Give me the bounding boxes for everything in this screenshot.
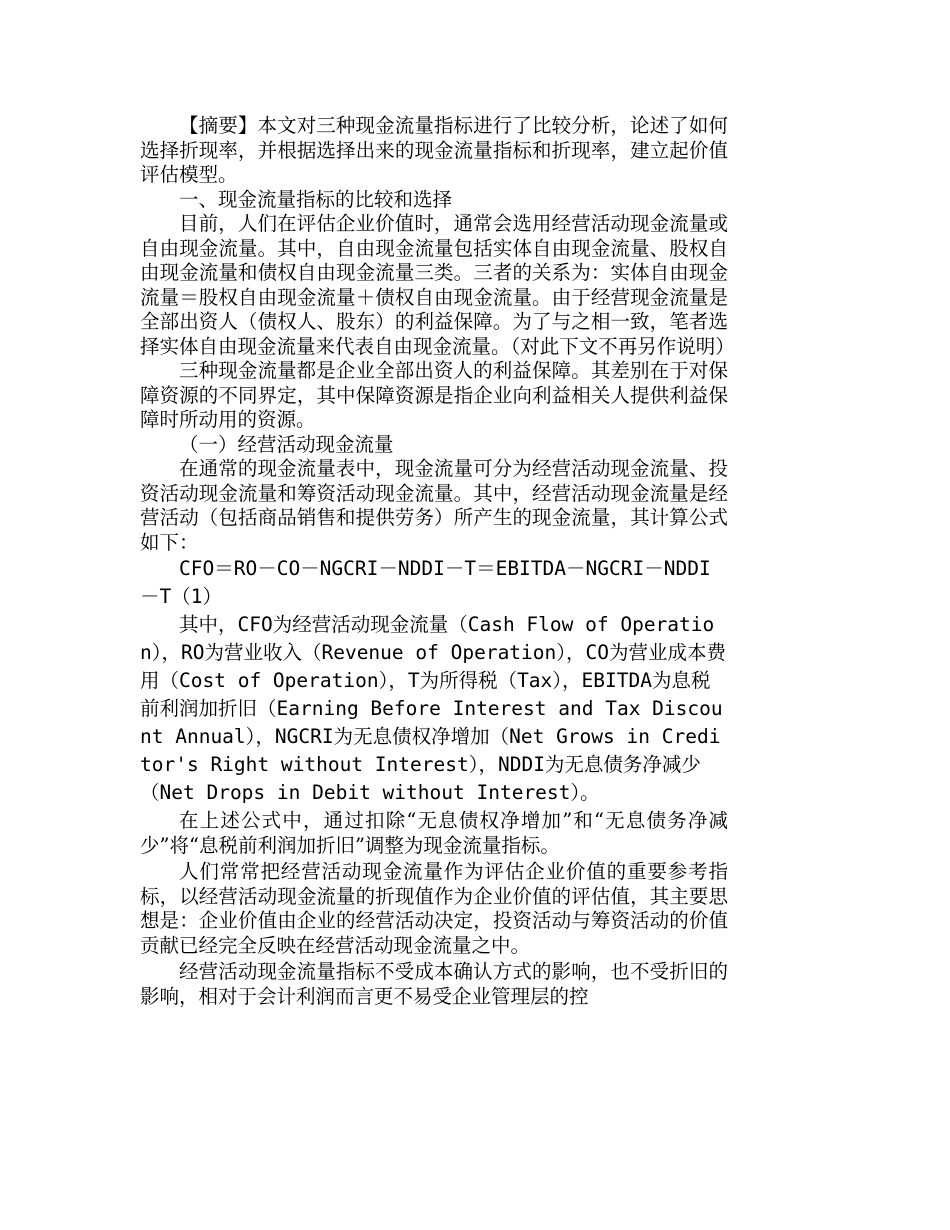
document-page: [140, 114, 735, 1009]
subsection-heading-1: （一）经营活动现金流量: [179, 432, 394, 456]
body-paragraph: 三种现金流量都是企业全部出资人的利益保障。其差别在于对保障资源的不同界定，其中保障资源是指企业向利益相关人提供利益保障时所动用的资源。: [140, 359, 728, 431]
formula-cfo: CFO＝RO－CO－NGCRI－NDDI－T＝EBITDA－NGCRI－NDDI－T（1）: [140, 557, 711, 608]
body-paragraph: 在通常的现金流量表中，现金流量可分为经营活动现金流量、投资活动现金流量和筹资活动现金流量。其中，经营活动现金流量是经营活动（包括商品销售和提供劳务）所产生的现金流量，其计算公式如下：: [140, 457, 728, 554]
body-paragraph: 经营活动现金流量指标不受成本确认方式的影响，也不受折旧的影响，相对于会计利润而言更不易受企业管理层的控: [140, 960, 728, 1008]
formula-definitions: 其中，CFO为经营活动现金流量（Cash Flow of Operation），RO为营业收入（Revenue of Operation），CO为营业成本费用（Cost of Operation），T为所得税（Tax），EBITDA为息税前利润加折旧（Earning Before Interest and Tax Discount Annual），NGCRI为无息债权净增加（Net Grows in Creditor's Right without Interest），NDDI为无息债务净减少（Net Drops in Debit without Interest）。: [140, 613, 726, 804]
body-paragraph: 人们常常把经营活动现金流量作为评估企业价值的重要参考指标，以经营活动现金流量的折现值作为企业价值的评估值，其主要思想是：企业价值由企业的经营活动决定，投资活动与筹资活动的价值贡献已经完全反映在经营活动现金流量之中。: [140, 860, 728, 957]
body-paragraph: 在上述公式中，通过扣除“无息债权净增加”和“无息债务净减少”将“息税前利润加折旧”调整为现金流量指标。: [140, 809, 728, 857]
body-paragraph: 目前，人们在评估企业价值时，通常会选用经营活动现金流量或自由现金流量。其中，自由现金流量包括实体自由现金流量、股权自由现金流量和债权自由现金流量三类。三者的关系为：实体自由现金流量＝股权自由现金流量＋债权自由现金流量。由于经营现金流量是全部出资人（债权人、股东）的利益保障。为了与之相一致，笔者选择实体自由现金流量来代表自由现金流量。（对此下文不再另作说明）: [140, 212, 735, 358]
abstract-paragraph: 【摘要】本文对三种现金流量指标进行了比较分析，论述了如何选择折现率，并根据选择出来的现金流量指标和折现率，建立起价值评估模型。: [140, 114, 728, 186]
section-heading-1: 一、现金流量指标的比较和选择: [179, 187, 453, 211]
